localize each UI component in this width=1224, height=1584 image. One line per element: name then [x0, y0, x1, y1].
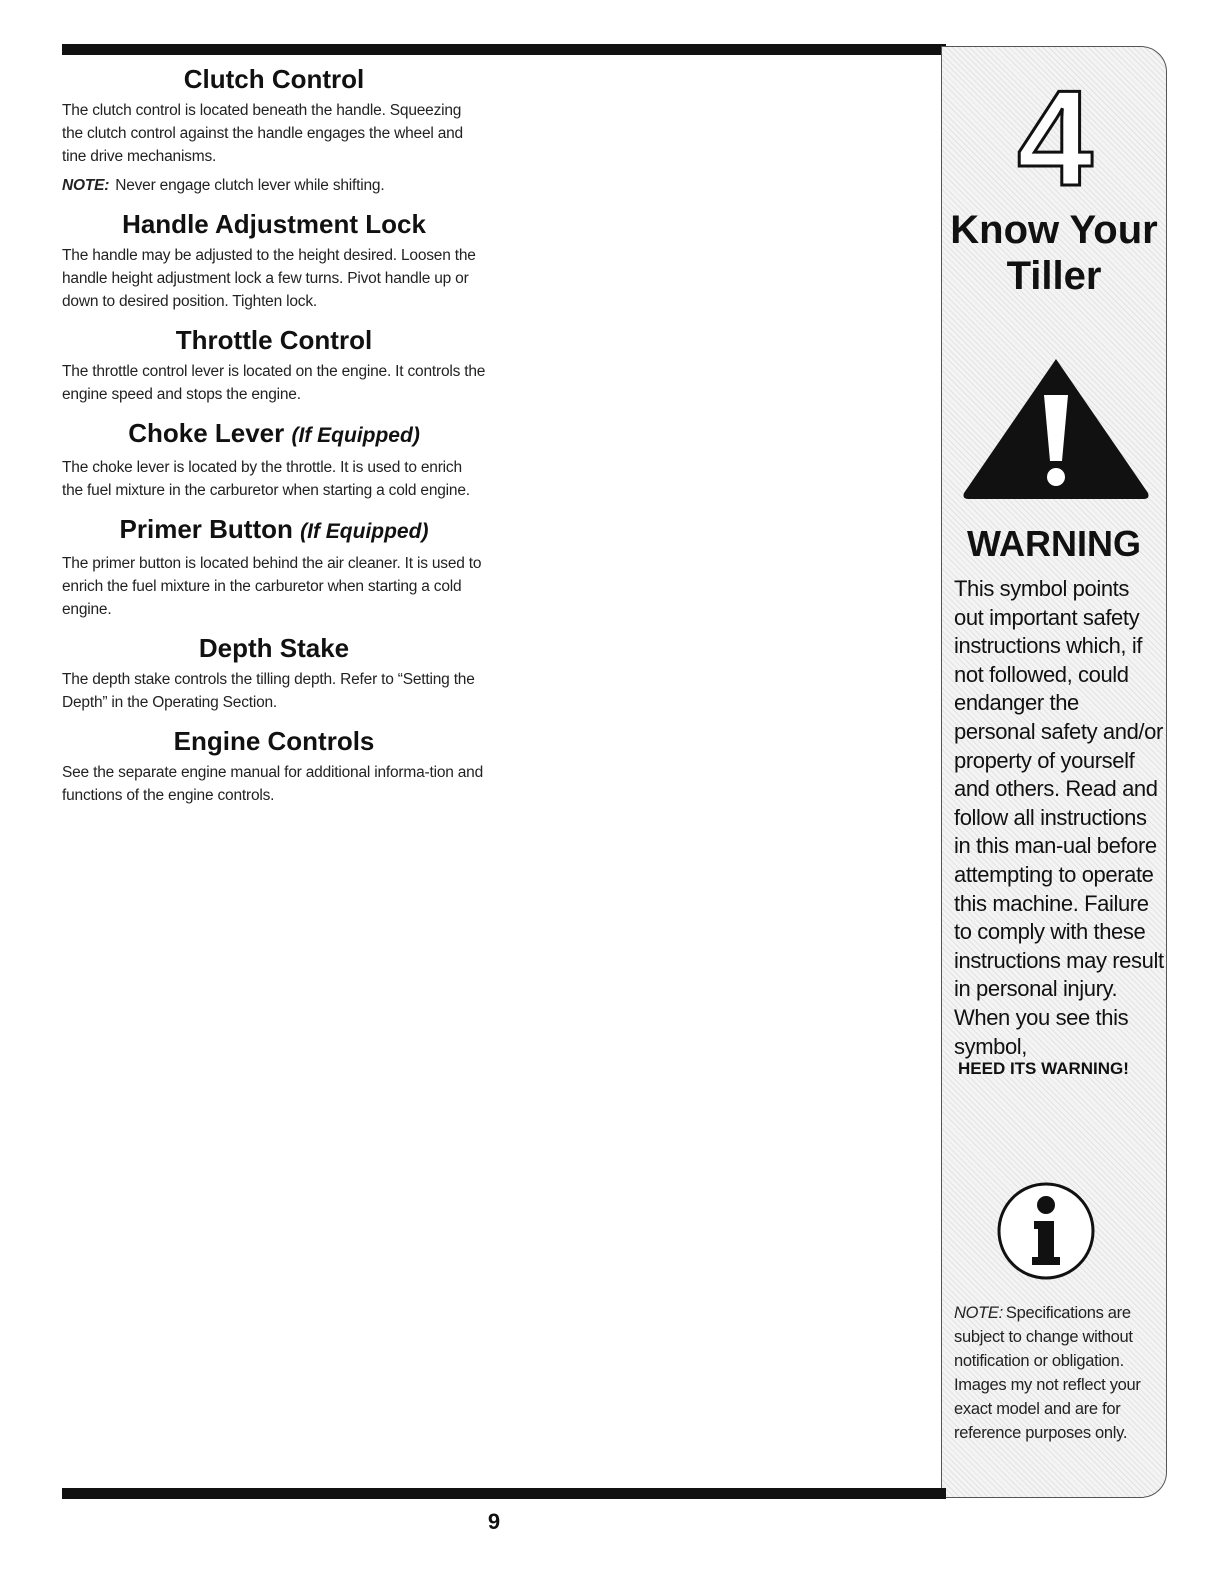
section-title: Primer Button (If Equipped) [119, 514, 429, 544]
section-title: Throttle Control [175, 325, 373, 355]
note-text: Specifications are subject to change without notification or obligation. Images my not reflect your exact model and are for reference purposes only. [954, 1304, 1141, 1442]
main-content [62, 62, 486, 817]
info-icon [996, 1181, 1096, 1281]
warning-triangle-icon [958, 353, 1154, 503]
sidebar-note [954, 1301, 1162, 1445]
section-clutch-control [62, 62, 486, 197]
section-body: The clutch control is located beneath the handle. Squeezing the clutch control against the handle engages the wheel and tine drive mechanisms. [62, 102, 463, 165]
section-title: Handle Adjustment Lock [122, 209, 426, 239]
warning-text: This symbol points out important safety instructions which, if not followed, could endanger the personal safety and/or property of yourself and others. Read and follow all instructions in this man-ual before attempting to operate this machine. Failure to comply with these instructions may result in personal injury. When you see this symbol, [954, 576, 1164, 1059]
section-body: The throttle control lever is located on the engine. It controls the engine speed and stops the engine. [62, 363, 486, 403]
section-handle-adjustment-lock [62, 207, 486, 313]
sidebar-title: Know Your Tiller [950, 208, 1158, 298]
section-body: The primer button is located behind the air cleaner. It is used to enrich the fuel mixture in the carburetor when starting a cold engine. [62, 555, 482, 618]
note-label: NOTE: [954, 1304, 1003, 1322]
section-note [62, 174, 486, 197]
section-primer-button [62, 512, 486, 621]
section-body: The choke lever is located by the throttle. It is used to enrich the fuel mixture in the carburetor when starting a cold engine. [62, 459, 470, 499]
section-qualifier: (If Equipped) [300, 520, 429, 543]
section-throttle-control [62, 323, 486, 406]
section-title: Choke Lever (If Equipped) [128, 418, 420, 448]
note-text: Never engage clutch lever while shifting. [115, 177, 385, 194]
warning-title: WARNING [967, 523, 1141, 564]
page-number: 9 [487, 1509, 501, 1534]
section-body: See the separate engine manual for additional informa-tion and functions of the engine controls. [62, 764, 484, 804]
chapter-number-icon [1013, 75, 1097, 201]
chapter-number: 4 [1017, 75, 1093, 201]
section-qualifier: (If Equipped) [291, 424, 420, 447]
heed-warning: HEED ITS WARNING! [958, 1059, 1129, 1078]
section-depth-stake [62, 631, 486, 714]
section-title: Clutch Control [183, 64, 365, 94]
chapter-sidebar [941, 46, 1167, 1498]
bottom-rule [62, 1488, 946, 1499]
section-engine-controls [62, 724, 486, 807]
section-body: The depth stake controls the tilling depth. Refer to “Setting the Depth” in the Operating Section. [62, 671, 475, 711]
note-label: NOTE: [62, 177, 110, 194]
section-choke-lever [62, 416, 486, 502]
section-body: The handle may be adjusted to the height desired. Loosen the handle height adjustment lock a few turns. Pivot handle up or down to desired position. Tighten lock. [62, 247, 476, 310]
section-title: Engine Controls [173, 726, 375, 756]
section-title: Depth Stake [198, 633, 350, 663]
top-rule [62, 44, 946, 55]
